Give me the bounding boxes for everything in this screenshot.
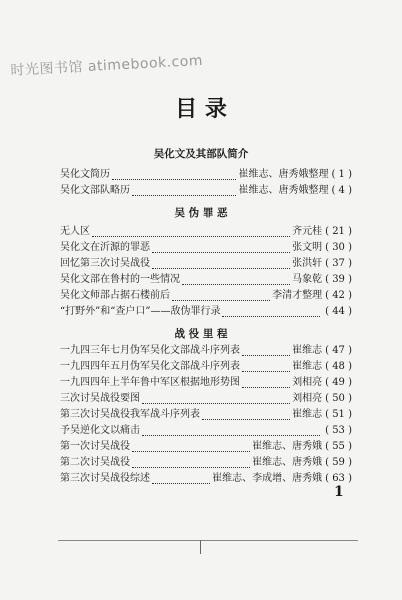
leader-dots [132,443,250,452]
toc-entry[interactable] [60,224,352,240]
toc-entry-page: ( 1 ) [331,169,352,180]
leader-dots [182,276,290,285]
toc-entry-page: ( 42 ) [325,290,352,301]
toc-entry[interactable] [60,423,352,439]
toc-entry-page: ( 49 ) [325,377,352,388]
toc-entry-page: ( 50 ) [325,393,352,404]
toc-entry-author: 齐元桂 [292,226,323,237]
leader-dots [242,379,290,388]
toc-entry-page: ( 63 ) [325,473,352,484]
toc-entry-title: 第三次讨吴战役综述 [60,473,150,484]
watermark-text: 时光图书馆 atimebook.com [10,52,204,79]
toc-entry[interactable] [60,343,352,359]
toc-entry-title: 予吴逆化文以痛击 [60,425,140,436]
toc-entry[interactable] [60,455,352,471]
toc-entry[interactable] [60,407,352,423]
toc-entry-title: “打野外”和“查户口”——敌伪罪行录 [60,306,221,317]
leader-dots [132,459,250,468]
leader-dots [132,187,236,196]
toc-entry-page: ( 37 ) [325,258,352,269]
toc-entry-author: 崔维志、唐秀娥 [252,457,323,468]
leader-dots [202,411,290,420]
toc-entry[interactable] [60,391,352,407]
toc-entry-author: 崔维志、李成增、唐秀娥 [212,473,323,484]
toc-entry-author: 崔维志 [292,361,323,372]
leader-dots [222,308,320,317]
leader-dots [172,292,270,301]
toc-entry-author: 马象乾 [292,274,323,285]
toc-entry[interactable] [60,471,352,487]
toc-section-profile [60,167,352,199]
page-title: 目 录 [175,96,227,122]
toc-entry-page: ( 39 ) [325,274,352,285]
leader-dots [152,260,290,269]
toc-entry-author: 张文明 [292,242,323,253]
leader-dots [112,171,236,180]
toc-entry[interactable] [60,167,352,183]
toc-entry-title: 吴化文部在鲁村的一些情况 [60,274,180,285]
toc-entry-title: 无人区 [60,226,90,237]
toc-entry-title: 吴化文师部占据石楼前后 [60,290,170,301]
toc-entry-title: 第一次讨吴战役 [60,441,130,452]
leader-dots [242,347,290,356]
toc-section-campaigns [60,343,352,487]
toc-entry-author: 张洪轩 [292,258,323,269]
toc-entry[interactable] [60,359,352,375]
leader-dots [152,475,210,484]
toc-entry-title: 第三次讨吴战役我军战斗序列表 [60,409,200,420]
toc-section-crimes [60,224,352,320]
toc-entry[interactable] [60,439,352,455]
toc-entry-title: 三次讨吴战役要图 [60,393,140,404]
toc-entry-page: ( 44 ) [325,306,352,317]
toc-entry-page: ( 59 ) [325,457,352,468]
toc-entry[interactable] [60,240,352,256]
leader-dots [242,363,290,372]
toc-entry[interactable] [60,183,352,199]
toc-entry-page: ( 47 ) [325,345,352,356]
toc-entry-title: 一九四四年上半年鲁中军区根据地形势图 [60,377,240,388]
page-number: 1 [334,484,344,500]
toc-entry-page: ( 55 ) [325,441,352,452]
toc-entry-title: 一九四三年七月伪军吴化文部战斗序列表 [60,345,240,356]
toc-entry-author: 刘相亮 [292,393,323,404]
leader-dots [142,427,320,436]
toc-entry-author: 崔维志、唐秀娥整理 [238,169,329,180]
leader-dots [142,395,290,404]
toc-entry[interactable] [60,272,352,288]
toc-entry-author: 崔维志、唐秀娥整理 [238,185,329,196]
toc-entry-title: 吴化文简历 [60,169,110,180]
toc-entry-page: ( 21 ) [325,226,352,237]
section-heading-profile: 吴化文及其部队简介 [153,148,249,160]
toc-entry[interactable] [60,256,352,272]
toc-entry[interactable] [60,375,352,391]
toc-entry-page: ( 51 ) [325,409,352,420]
toc-entry-title: 一九四四年五月伪军吴化文部战斗序列表 [60,361,240,372]
toc-entry-author: 崔维志、唐秀娥 [252,441,323,452]
toc-entry[interactable] [60,288,352,304]
section-heading-campaigns: 战 役 里 程 [174,328,228,340]
leader-dots [92,228,290,237]
toc-entry[interactable] [60,304,352,320]
toc-entry-title: 吴化文在沂源的罪恶 [60,242,150,253]
toc-entry-author: 崔维志 [292,345,323,356]
section-heading-crimes: 吴 伪 罪 恶 [174,207,228,219]
toc-entry-title: 回忆第三次讨吴战役 [60,258,150,269]
toc-entry-author: 刘相亮 [292,377,323,388]
toc-entry-page: ( 48 ) [325,361,352,372]
toc-entry-title: 第二次讨吴战役 [60,457,130,468]
binding-tick [200,540,201,554]
binding-line [58,540,358,541]
toc-entry-page: ( 53 ) [325,425,352,436]
toc-entry-author: 李清才整理 [272,290,323,301]
leader-dots [152,244,290,253]
toc-entry-page: ( 4 ) [331,185,352,196]
toc-entry-author: 崔维志 [292,409,323,420]
toc-entry-title: 吴化文部队略历 [60,185,130,196]
toc-entry-page: ( 30 ) [325,242,352,253]
